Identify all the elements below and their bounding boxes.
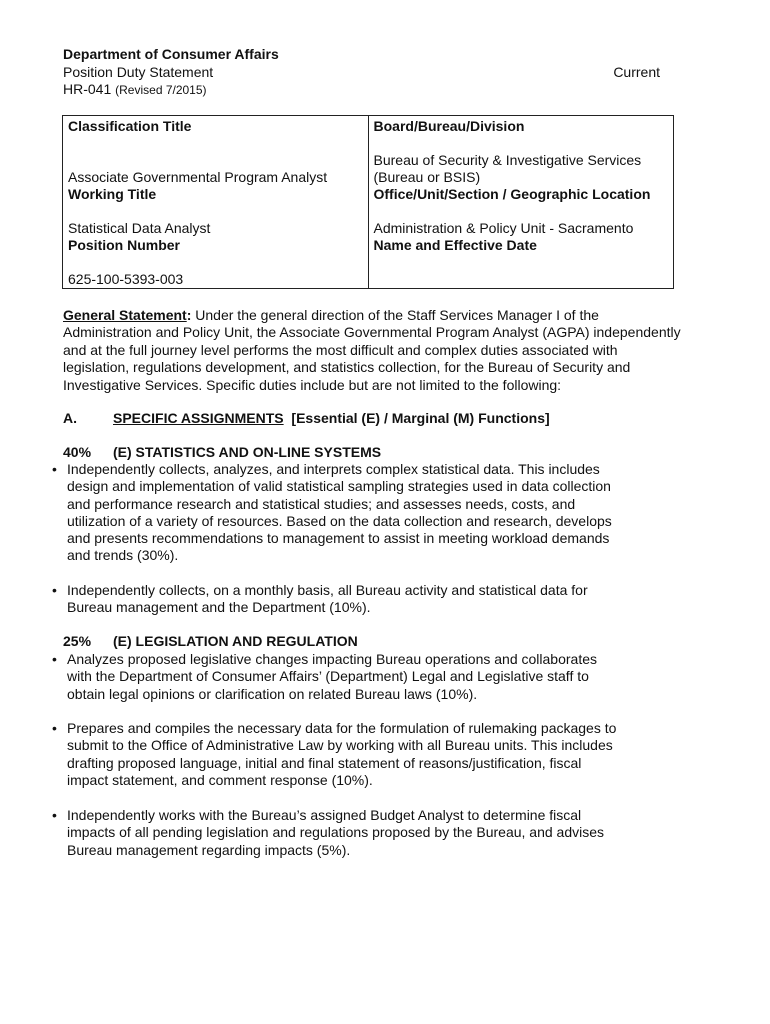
section-title-main: SPECIFIC ASSIGNMENTS — [113, 410, 284, 426]
working-title-label: Working Title — [68, 186, 157, 202]
department-name: Department of Consumer Affairs — [63, 46, 279, 62]
section-subtitle: [Essential (E) / Marginal (M) Functions] — [283, 410, 550, 426]
bullet-icon: • — [52, 582, 57, 598]
status-label: Current — [613, 63, 660, 80]
bullet-icon: • — [52, 720, 57, 736]
classification-title-label: Classification Title — [68, 118, 192, 134]
office-value: Administration & Policy Unit - Sacramento — [373, 220, 634, 236]
duty-bullet — [50, 461, 620, 565]
duty-bullet — [50, 807, 620, 859]
bullet-icon: • — [52, 461, 57, 477]
statement-title: Position Duty Statement — [63, 63, 214, 80]
board-value-line2: (Bureau or BSIS) — [373, 169, 481, 185]
classification-title-value: Associate Governmental Program Analyst — [68, 169, 328, 185]
office-label: Office/Unit/Section / Geographic Location — [373, 186, 651, 202]
bullet-icon: • — [52, 807, 57, 823]
function-percent: 40% — [63, 444, 92, 460]
duty-bullet — [50, 720, 620, 789]
general-statement-label: General Statement — [63, 307, 187, 323]
section-title — [113, 410, 550, 427]
bullet-icon: • — [52, 651, 57, 667]
position-info-table — [62, 115, 674, 289]
section-letter: A. — [63, 410, 77, 426]
board-cell — [368, 116, 674, 289]
classification-cell — [63, 116, 369, 289]
form-number: HR-041 — [63, 81, 112, 97]
position-number-label: Position Number — [68, 237, 181, 253]
general-statement-text: Under the general direction of the Staff Services Manager I of the Administration and Policy Unit, the Associate Governmental Program Analyst (AGPA) independently and at the full journey level performs the most difficult and complex duties associated with legislation, regulations development, and statistics collection, for the Bureau of Security and Investigative Services. Specific duties include but are not limited to the following: — [63, 307, 681, 393]
board-label: Board/Bureau/Division — [373, 118, 525, 134]
duty-text: Analyzes proposed legislative changes impacting Bureau operations and collaborates with the Department of Consumer Affairs’ (Department) Legal and Legislative staff to obtain legal opinions or clarification on related Bureau laws (10%). — [67, 651, 597, 702]
duty-text: Prepares and compiles the necessary data for the formulation of rulemaking packages to submit to the Office of Administrative Law by working with all Bureau units. This includes drafting proposed language, initial and final statement of reasons/justification, fiscal impact statement, and comment response (10%). — [67, 720, 617, 788]
board-value-line1: Bureau of Security & Investigative Services — [373, 152, 642, 168]
duty-bullet — [50, 651, 620, 703]
name-date-label: Name and Effective Date — [373, 237, 537, 253]
revised-date: (Revised 7/2015) — [115, 83, 207, 97]
document-header — [63, 46, 663, 100]
general-statement-colon: : — [186, 307, 192, 323]
function-percent: 25% — [63, 633, 92, 649]
function-title: (E) STATISTICS AND ON-LINE SYSTEMS — [113, 444, 382, 460]
working-title-value: Statistical Data Analyst — [68, 220, 211, 236]
duty-bullet — [50, 582, 620, 617]
duty-text: Independently collects, analyzes, and interprets complex statistical data. This includes design and implementation of valid statistical sampling strategies used in data collection and performance research and statistical studies; and assesses needs, costs, and utilization of a variety of resources. Based on the data collection and research, develops and presents recommendations to management to assist in meeting workload demands and trends (30%). — [67, 461, 612, 564]
position-number-value: 625-100-5393-003 — [68, 271, 184, 287]
general-statement — [63, 307, 683, 394]
form-number-line — [63, 81, 663, 100]
function-title: (E) LEGISLATION AND REGULATION — [113, 633, 358, 649]
duty-text: Independently works with the Bureau’s assigned Budget Analyst to determine fiscal impacts of all pending legislation and regulations proposed by the Bureau, and advises Bureau management regarding impacts (5%). — [67, 807, 605, 858]
duty-text: Independently collects, on a monthly basis, all Bureau activity and statistical data for Bureau management and the Department (10%). — [67, 582, 588, 616]
